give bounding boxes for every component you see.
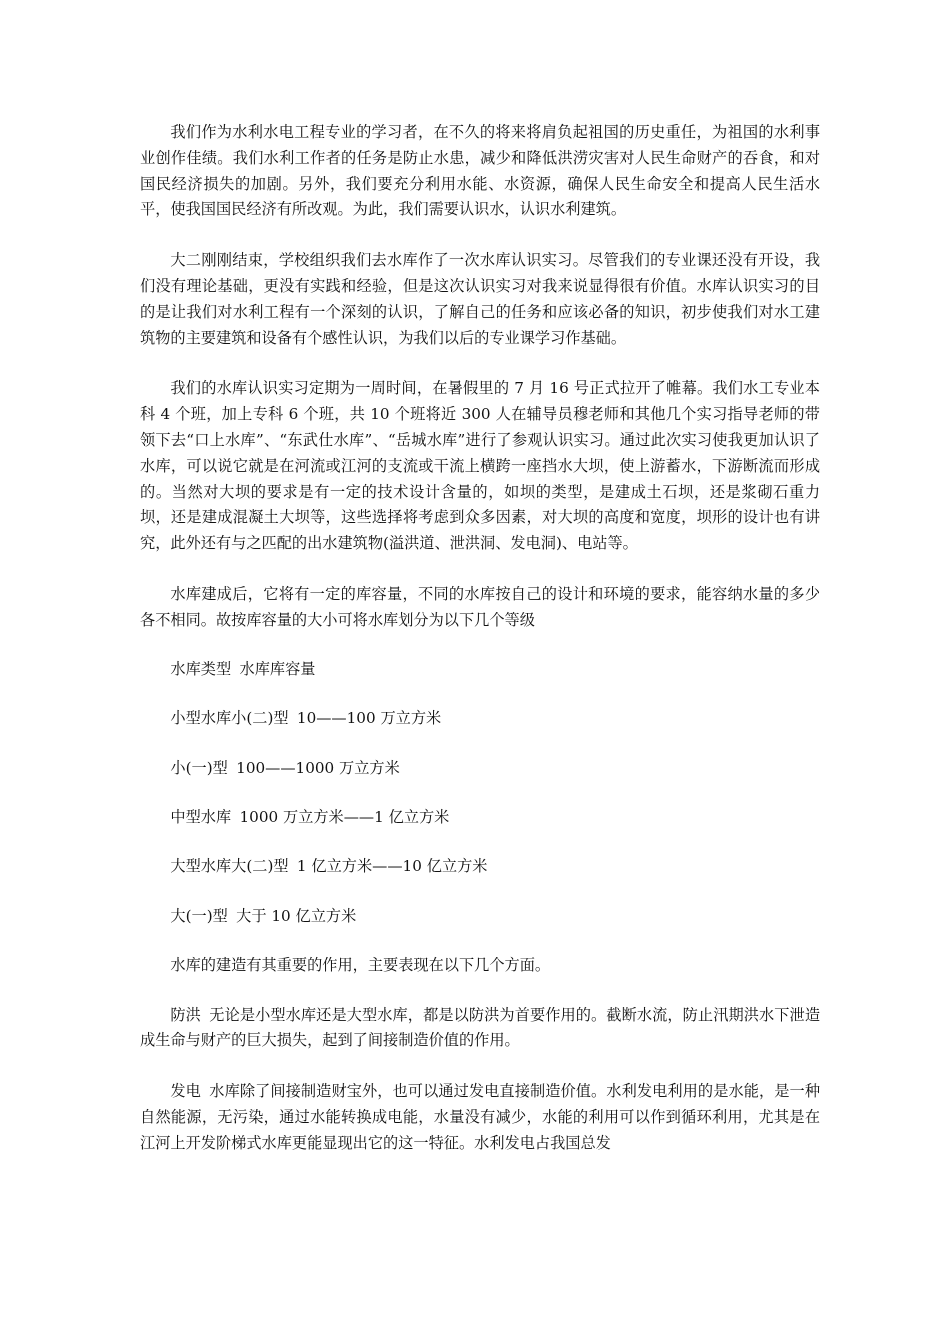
capacity-table-header — [140, 657, 820, 683]
row-type: 中型水库 — [170, 807, 232, 826]
capacity-table-row — [140, 756, 820, 782]
header-type: 水库类型 — [170, 660, 232, 679]
document-page — [140, 120, 820, 1157]
row-capacity: 1 亿立方米——10 亿立方米 — [296, 857, 488, 876]
paragraph-flood-control — [140, 1003, 820, 1055]
term-power-generation: 发电 — [170, 1082, 201, 1101]
paragraph-power-generation — [140, 1079, 820, 1156]
power-generation-text: 水库除了间接制造财宝外，也可以通过发电直接制造价值。水利发电利用的是水能，是一种自然能源，无污染，通过水能转换成电能，水量没有减少，水能的利用可以作到循环利用，尤其是在江河上开发阶梯式水库更能显现出它的这一特征。水利发电占我国总发 — [140, 1082, 821, 1152]
row-type: 大型水库大(二)型 — [170, 857, 289, 876]
row-capacity: 大于 10 亿立方米 — [236, 906, 357, 925]
paragraph-internship-details: 我们的水库认识实习定期为一周时间，在暑假里的 7 月 16 号正式拉开了帷幕。我们水工专业本科 4 个班，加上专科 6 个班，共 10 个班将近 300 人在辅导员穆老师和其他几个实习指导老师的带领下去“口上水库”、“东武仕水库”、“岳城水库”进行了参观认识实习。通过此次实习使我更加认识了水库，可以说它就是在河流或江河的支流或干流上横跨一座挡水大坝，使上游蓄水，下游断流而形成的。当然对大坝的要求是有一定的技术设计含量的，如坝的类型，是建成土石坝，还是浆砌石重力坝，还是建成混凝土大坝等，这些选择将考虑到众多因素，对大坝的高度和宽度，坝形的设计也有讲究，此外还有与之匹配的出水建筑物(溢洪道、泄洪洞、发电洞)、电站等。 — [140, 379, 820, 553]
row-type: 小(一)型 — [170, 758, 228, 777]
capacity-table-row — [140, 805, 820, 831]
term-flood-control: 防洪 — [170, 1005, 201, 1024]
row-type: 小型水库小(二)型 — [170, 709, 289, 728]
row-type: 大(一)型 — [170, 906, 228, 925]
header-capacity: 水库库容量 — [239, 660, 316, 679]
capacity-table-row — [140, 904, 820, 930]
row-capacity: 100——1000 万立方米 — [236, 758, 400, 777]
paragraph-reservoir-capacity: 水库建成后，它将有一定的库容量，不同的水库按自己的设计和环境的要求，能容纳水量的多少各不相同。故按库容量的大小可将水库划分为以下几个等级 — [140, 584, 820, 629]
paragraph-internship-purpose: 大二刚刚结束，学校组织我们去水库作了一次水库认识实习。尽管我们的专业课还没有开设，我们没有理论基础，更没有实践和经验，但是这次认识实习对我来说显得很有价值。水库认识实习的目的是让我们对水利工程有一个深刻的认识，了解自己的任务和应该必备的知识，初步使我们对水工建筑物的主要建筑和设备有个感性认识，为我们以后的专业课学习作基础。 — [140, 251, 820, 347]
row-capacity: 10——100 万立方米 — [296, 709, 442, 728]
flood-control-text: 无论是小型水库还是大型水库，都是以防洪为首要作用的。截断水流，防止汛期洪水下泄造成生命与财产的巨大损失，起到了间接制造价值的作用。 — [140, 1005, 821, 1050]
paragraph-intro: 我们作为水利水电工程专业的学习者，在不久的将来将肩负起祖国的历史重任，为祖国的水利事业创作佳绩。我们水利工作者的任务是防止水患，减少和降低洪涝灾害对人民生命财产的吞食，和对国民经济损失的加剧。另外，我们要充分利用水能、水资源，确保人民生命安全和提高人民生活水平，使我国国民经济有所改观。为此，我们需要认识水，认识水利建筑。 — [140, 123, 820, 219]
paragraph-functions-intro: 水库的建造有其重要的作用，主要表现在以下几个方面。 — [170, 955, 551, 974]
row-capacity: 1000 万立方米——1 亿立方米 — [239, 807, 450, 826]
capacity-table-row — [140, 854, 820, 880]
capacity-table-row — [140, 706, 820, 732]
